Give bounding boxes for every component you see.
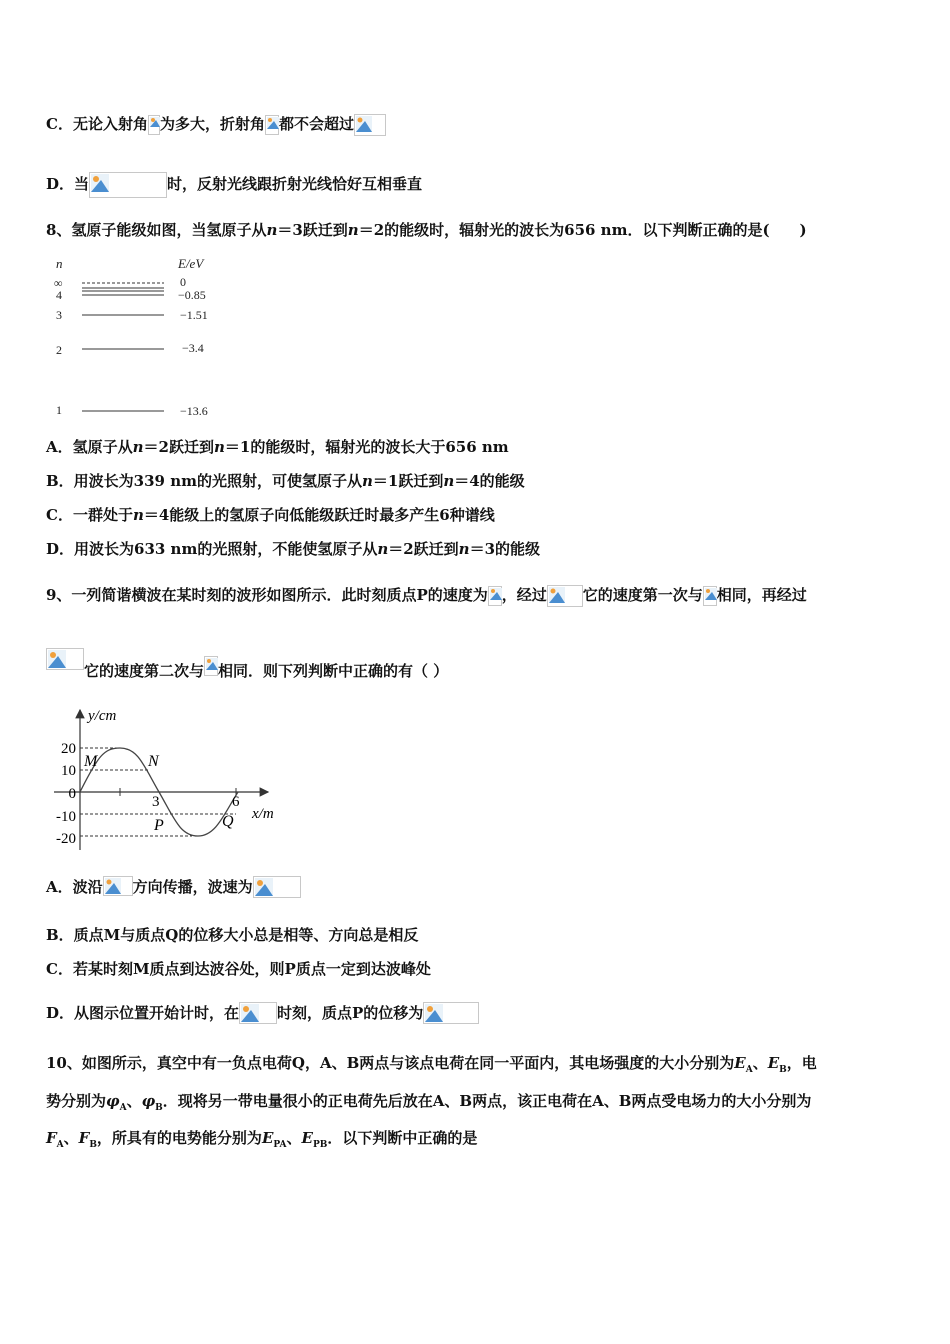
- level-e-header: E/eV: [178, 256, 204, 271]
- q8-option-d: D．用波长为633 nm的光照射，不能使氢原子从n＝2跃迁到n＝3的能级: [46, 540, 541, 558]
- image-placeholder-icon: [148, 115, 160, 135]
- point-label-p: P: [154, 817, 164, 834]
- wave-graph: [46, 704, 296, 854]
- level-1-n: 1: [56, 403, 62, 417]
- x-tick: 3: [152, 794, 160, 810]
- q9-option-a: A．波沿 方向传播，波速为: [46, 876, 301, 898]
- image-placeholder-icon: [89, 172, 167, 198]
- level-inf-e: 0: [180, 275, 186, 289]
- image-placeholder-icon: [253, 876, 301, 898]
- q9-option-b: B．质点M与质点Q的位移大小总是相等、方向总是相反: [46, 926, 419, 944]
- point-label-q: Q: [222, 813, 234, 830]
- q8-option-a: A．氢原子从n＝2跃迁到n＝1的能级时，辐射光的波长大于656 nm: [46, 438, 509, 456]
- q9-option-d: D．从图示位置开始计时，在 时刻，质点P的位移为: [46, 1002, 479, 1024]
- q7-option-d: D．当 时，反射光线跟折射光线恰好互相垂直: [46, 172, 422, 198]
- image-placeholder-icon: [239, 1002, 277, 1024]
- q9-option-c: C．若某时刻M质点到达波谷处，则P质点一定到达波峰处: [46, 960, 431, 978]
- q9-stem-line1: 9、一列简谐横波在某时刻的波形如图所示．此时刻质点P的速度为 ，经过 它的速度第一次与 相同，再经过: [46, 584, 807, 607]
- q8-option-b: B．用波长为339 nm的光照射，可使氢原子从n＝1跃迁到n＝4的能级: [46, 472, 525, 490]
- image-placeholder-icon: [265, 115, 279, 135]
- image-placeholder-icon: [547, 585, 583, 607]
- x-tick: 6: [232, 794, 240, 810]
- level-inf-n: ∞: [54, 276, 63, 290]
- level-4-e: −0.85: [178, 288, 206, 302]
- y-tick: 0: [68, 786, 76, 802]
- level-4-n: 4: [56, 288, 62, 302]
- y-tick: 10: [61, 763, 76, 779]
- image-placeholder-icon: [488, 586, 502, 606]
- image-placeholder-icon: [46, 648, 84, 670]
- level-1-e: −13.6: [180, 404, 208, 418]
- level-3-n: 3: [56, 308, 62, 322]
- q8-stem: 8、氢原子能级如图，当氢原子从n＝3跃迁到n＝2的能级时，辐射光的波长为656 nm．以下判断正确的是( ): [46, 221, 807, 239]
- x-axis-label: x/m: [252, 806, 274, 822]
- q8-option-c: C．一群处于n＝4能级上的氢原子向低能级跃迁时最多产生6种谱线: [46, 506, 495, 524]
- energy-level-diagram: [46, 254, 246, 420]
- level-3-e: −1.51: [180, 308, 208, 322]
- q10-stem-line1: 10、如图所示，真空中有一负点电荷Q，A、B两点与该点电荷在同一平面内，其电场强度的大小分别为$E_A$、$E_B$，电: [46, 1054, 817, 1075]
- image-placeholder-icon: [354, 114, 386, 136]
- y-axis-label: y/cm: [88, 708, 117, 724]
- image-placeholder-icon: [103, 876, 133, 896]
- point-label-m: M: [84, 753, 98, 770]
- level-2-n: 2: [56, 343, 62, 357]
- y-tick: 20: [61, 741, 76, 757]
- image-placeholder-icon: [204, 656, 218, 676]
- level-n-header: n: [56, 256, 63, 271]
- q9-stem-line2: 它的速度第二次与 相同．则下列判断中正确的有（ ）: [46, 648, 448, 684]
- level-2-e: −3.4: [182, 341, 204, 355]
- image-placeholder-icon: [423, 1002, 479, 1024]
- y-tick: -10: [56, 809, 76, 825]
- image-placeholder-icon: [703, 586, 717, 606]
- q10-stem-line3: $F_A$、$F_B$，所具有的电势能分别为$E_{PA}$、$E_{PB}$．以下判断中正确的是: [46, 1129, 478, 1150]
- q10-stem-line2: 势分别为$\varphi_A$、$\varphi_B$．现将另一带电量很小的正电荷先后放在A、B两点，该正电荷在A、B两点受电场力的大小分别为: [46, 1092, 812, 1113]
- point-label-n: N: [148, 753, 159, 770]
- y-tick: -20: [56, 831, 76, 847]
- q7-option-c: C．无论入射角 为多大，折射角 都不会超过: [46, 113, 386, 136]
